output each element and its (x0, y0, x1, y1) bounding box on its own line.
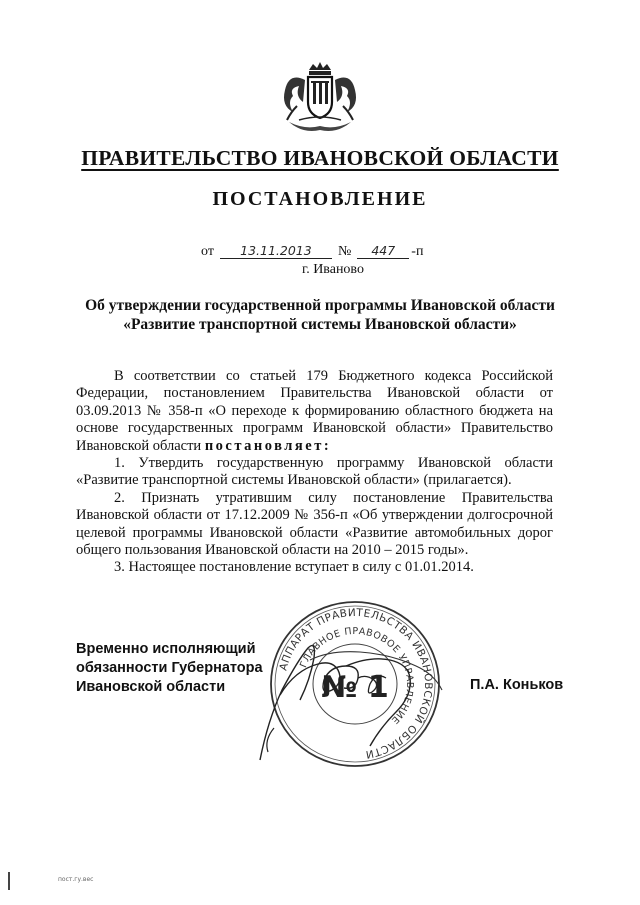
date-prefix: от (201, 244, 214, 259)
item-1: 1. Утвердить государственную программу Ивановской области «Развитие транспортной системы Ивановской области» (прилагается). (76, 455, 553, 489)
document-body (76, 368, 553, 577)
svg-text:№ 1: № 1 (321, 670, 389, 705)
city: г. Иваново (302, 262, 364, 277)
government-title: ПРАВИТЕЛЬСТВО ИВАНОВСКОЙ ОБЛАСТИ (81, 146, 559, 170)
signatory-position (76, 640, 263, 697)
signatory-name: П.А. Коньков (470, 677, 564, 693)
document-type: ПОСТАНОВЛЕНИЕ (212, 188, 428, 210)
svg-text:ГЛАВНОЕ ПРАВОВОЕ УПРАВЛЕНИЕ: ГЛАВНОЕ ПРАВОВОЕ УПРАВЛЕНИЕ (298, 625, 416, 726)
item-2: 2. Признать утратившим силу постановление Правительства Ивановской области от 17.12.2009 № 356-п «Об утверждении долгосрочной целевой программы Ивановской области «Развитие автомобильных дорог общего пользования Ивановской области на 2010 – 2015 годы». (76, 489, 553, 559)
number-suffix: -п (411, 244, 424, 259)
position-line-3: Ивановской области (76, 679, 226, 695)
svg-text:АППАРАТ ПРАВИТЕЛЬСТВА ИВАНОВСК: АППАРАТ ПРАВИТЕЛЬСТВА ИВАНОВСКОЙ ОБЛАСТИ (277, 606, 435, 761)
position-line-1: Временно исполняющий (76, 641, 256, 657)
preamble-paragraph (76, 368, 553, 455)
registration-line (201, 244, 423, 260)
subject-line-2: «Развитие транспортной системы Ивановской области» (123, 316, 517, 333)
document-subject (80, 296, 560, 334)
preamble-text: В соответствии со статьей 179 Бюджетного кодекса Российской Федерации, постановлением Правительства Ивановской области от 03.09.2013 № 358-п «О переходе к формированию областного бюджета на основе государственных программ Ивановской области» Правительство Ивановской области (76, 368, 553, 454)
subject-line-1: Об утверждении государственной программы Ивановской области (85, 297, 555, 314)
ivanovo-coat-of-arms-icon (275, 62, 365, 134)
decree-word: постановляет: (204, 437, 332, 454)
item-3: 3. Настоящее постановление вступает в силу с 01.01.2014. (114, 559, 474, 576)
date-value: 13.11.2013 (220, 244, 332, 259)
scan-artifact (8, 872, 10, 890)
number-prefix: № (337, 244, 352, 259)
number-value: 447 (357, 244, 409, 259)
position-line-2: обязанности Губернатора (76, 660, 263, 676)
file-mark: пост.гу.вес (58, 876, 94, 883)
